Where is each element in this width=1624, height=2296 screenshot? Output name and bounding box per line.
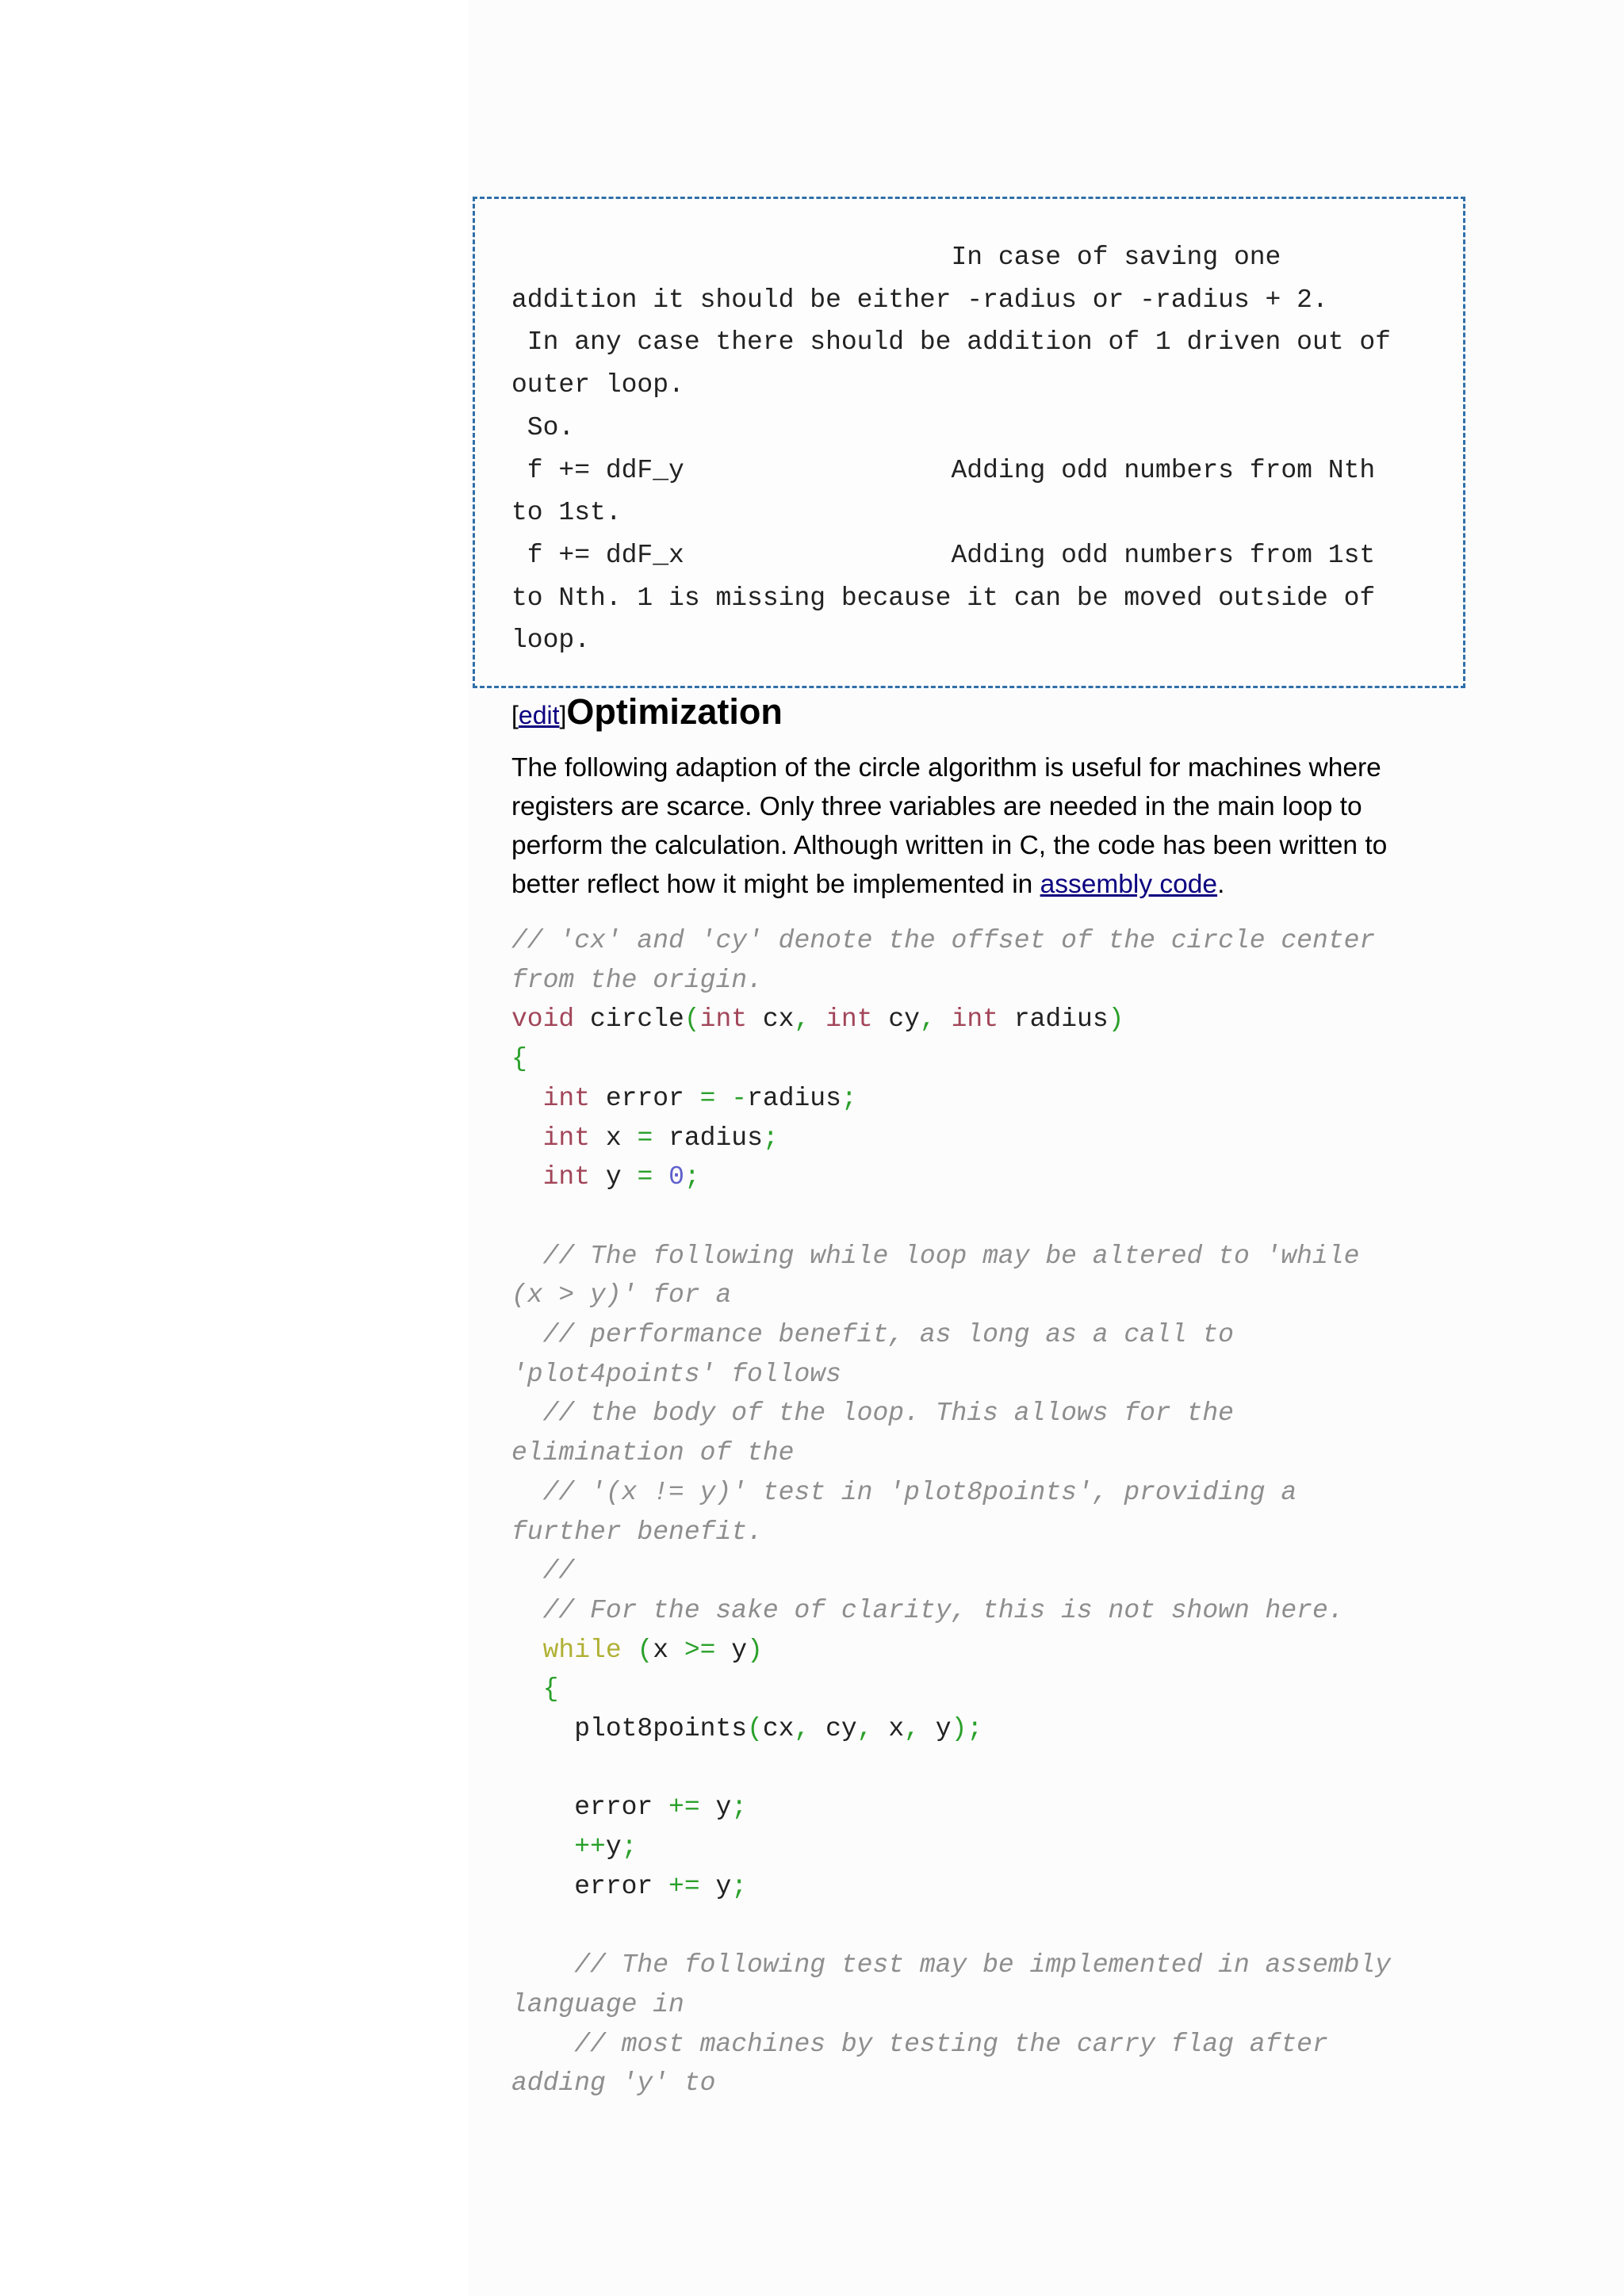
code-token: +=	[668, 1871, 700, 1901]
code-line	[511, 1631, 1391, 1670]
code-line	[511, 1985, 1391, 2025]
code-line	[511, 1827, 1391, 1867]
code-token: >=	[684, 1635, 716, 1665]
code-token: y	[605, 1832, 622, 1862]
code-token	[511, 1084, 543, 1113]
preformatted-line: to Nth. 1 is missing because it can be moved outside of	[511, 583, 1376, 613]
code-token: language in	[511, 1989, 684, 2019]
preformatted-text	[511, 236, 1391, 662]
code-block	[511, 921, 1391, 2103]
code-token: // performance benefit, as long as a call to	[542, 1320, 1234, 1350]
code-token	[511, 1478, 543, 1507]
code-token: ;	[731, 1871, 748, 1901]
code-token: int	[542, 1123, 591, 1153]
code-token	[810, 1004, 825, 1034]
code-line	[511, 1394, 1391, 1433]
preformatted-line: outer loop.	[511, 370, 684, 400]
code-token: void	[511, 1004, 575, 1035]
code-token: error	[590, 1083, 700, 1113]
code-token: error	[511, 1871, 669, 1901]
code-token: radius	[998, 1004, 1109, 1035]
intro-paragraph	[511, 748, 1443, 904]
code-token: cy	[810, 1714, 857, 1744]
code-token: =	[637, 1162, 653, 1192]
assembly-code-link[interactable]: assembly code	[1040, 870, 1218, 899]
code-token: x	[872, 1714, 905, 1744]
code-token: error	[511, 1793, 669, 1823]
code-line	[511, 1039, 1391, 1079]
code-token: y	[590, 1162, 638, 1192]
code-line	[511, 1158, 1391, 1197]
paragraph-text: The following adaption of the circle algorithm is useful for machines where registers are scarce. Only three variables are needed in the main loop to perform the calculation. Although written in C, the code has been written to better reflect how it might be implemented in	[511, 753, 1388, 899]
code-token: {	[542, 1674, 559, 1705]
code-line	[511, 961, 1391, 1001]
code-token: y	[699, 1793, 732, 1823]
code-token: -	[731, 1083, 748, 1113]
code-token: (	[684, 1004, 700, 1035]
code-line	[511, 2064, 1391, 2103]
code-line	[511, 1276, 1391, 1315]
code-token: radius	[747, 1083, 841, 1113]
code-token: 0	[668, 1162, 684, 1192]
code-token: ,	[919, 1004, 936, 1035]
code-token: ++	[574, 1832, 606, 1862]
code-token: =	[699, 1083, 716, 1113]
code-token	[511, 1674, 543, 1704]
code-token: y	[715, 1635, 748, 1665]
code-token: y	[919, 1714, 952, 1744]
code-token: int	[542, 1162, 591, 1192]
preformatted-line: addition it should be either -radius or -radius + 2.	[511, 285, 1328, 315]
code-token: // '(x != y)' test in 'plot8points', providing a	[542, 1477, 1297, 1507]
code-token: // The following while loop may be altered to 'while	[542, 1241, 1360, 1271]
code-token: cy	[872, 1004, 920, 1035]
code-token: +=	[668, 1793, 700, 1823]
code-line	[511, 1237, 1391, 1276]
code-token	[511, 1162, 543, 1192]
paragraph-end: .	[1217, 870, 1225, 899]
code-token: int	[825, 1004, 873, 1035]
code-token: int	[699, 1004, 748, 1035]
preformatted-line: f += ddF_y Adding odd numbers from Nth	[511, 455, 1376, 485]
code-token: ;	[841, 1083, 857, 1113]
code-line	[511, 1355, 1391, 1395]
code-line	[511, 1433, 1391, 1473]
code-token: ,	[794, 1004, 810, 1035]
code-line	[511, 1315, 1391, 1355]
preformatted-line: In case of saving one	[511, 243, 1281, 272]
code-line	[511, 1513, 1391, 1552]
code-line	[511, 1788, 1391, 1827]
code-token	[511, 1950, 574, 1980]
code-token: from the origin.	[511, 965, 763, 995]
preformatted-line: loop.	[511, 626, 591, 656]
code-token: elimination of the	[511, 1438, 795, 1468]
code-token	[715, 1084, 731, 1113]
code-token: )	[747, 1635, 763, 1665]
code-token	[511, 1596, 543, 1625]
code-token: cx	[762, 1714, 795, 1744]
code-token: // the body of the loop. This allows for the	[542, 1399, 1234, 1429]
code-token: x	[653, 1635, 684, 1665]
code-token	[511, 1832, 574, 1862]
code-line	[511, 1907, 1391, 1946]
code-token: (	[637, 1635, 653, 1665]
code-token: // 'cx' and 'cy' denote the offset of the circle center	[511, 926, 1376, 955]
code-token: int	[542, 1083, 591, 1113]
code-line	[511, 1946, 1391, 1985]
section-heading	[511, 691, 783, 733]
code-token: ,	[856, 1714, 873, 1744]
code-token	[511, 1320, 543, 1349]
code-token: cx	[747, 1004, 795, 1035]
edit-link[interactable]: edit	[518, 701, 560, 729]
code-token	[622, 1636, 638, 1665]
code-token	[511, 1242, 543, 1271]
code-line	[511, 1000, 1391, 1039]
code-token: further benefit.	[511, 1517, 763, 1547]
code-line	[511, 2025, 1391, 2064]
code-line	[511, 1197, 1391, 1237]
code-token: adding 'y' to	[511, 2068, 716, 2099]
code-token: int	[951, 1004, 999, 1035]
section-title: Optimization	[566, 691, 783, 732]
code-token	[511, 1636, 543, 1665]
code-line	[511, 1670, 1391, 1709]
preformatted-line: So.	[511, 412, 575, 442]
preformatted-line: to 1st.	[511, 498, 622, 528]
code-token: =	[637, 1123, 653, 1153]
code-token: {	[511, 1044, 527, 1074]
code-token	[511, 1123, 543, 1153]
code-token: //	[542, 1556, 575, 1586]
code-line	[511, 1552, 1391, 1591]
code-token	[511, 2030, 574, 2059]
code-token	[511, 1399, 543, 1428]
code-line	[511, 1591, 1391, 1631]
edit-bracket-open: [	[511, 701, 519, 729]
code-token: while	[542, 1635, 622, 1665]
code-token: plot8points	[511, 1714, 748, 1744]
code-line	[511, 1119, 1391, 1158]
edit-bracket-close: ]	[559, 701, 567, 729]
code-token: );	[951, 1714, 983, 1744]
code-token: )	[1108, 1004, 1124, 1035]
code-token: ;	[731, 1793, 748, 1823]
code-token: // The following test may be implemented in assembly	[574, 1950, 1391, 1980]
preformatted-line: In any case there should be addition of 1 driven out of	[511, 327, 1391, 358]
code-token: ;	[762, 1123, 779, 1153]
code-token	[936, 1004, 952, 1034]
code-line	[511, 921, 1391, 961]
code-token	[653, 1162, 668, 1192]
code-line	[511, 1473, 1391, 1513]
code-token: circle	[574, 1004, 684, 1035]
code-token: // most machines by testing the carry flag after	[574, 2029, 1328, 2059]
code-token: (x > y)' for a	[511, 1280, 732, 1311]
code-line	[511, 1079, 1391, 1119]
code-token: 'plot4points' follows	[511, 1359, 841, 1389]
code-token: (	[747, 1714, 763, 1744]
code-token: ;	[684, 1162, 700, 1192]
code-line	[511, 1749, 1391, 1789]
code-token: radius	[653, 1123, 763, 1153]
code-token	[511, 1556, 543, 1586]
code-token: y	[699, 1871, 732, 1901]
code-token: ;	[621, 1832, 638, 1862]
code-token: ,	[904, 1714, 920, 1744]
code-token: x	[590, 1123, 638, 1153]
code-line	[511, 1709, 1391, 1749]
code-token: ,	[794, 1714, 810, 1744]
code-token: // For the sake of clarity, this is not shown here.	[542, 1595, 1344, 1625]
code-line	[511, 1867, 1391, 1907]
preformatted-line: f += ddF_x Adding odd numbers from 1st	[511, 540, 1376, 570]
